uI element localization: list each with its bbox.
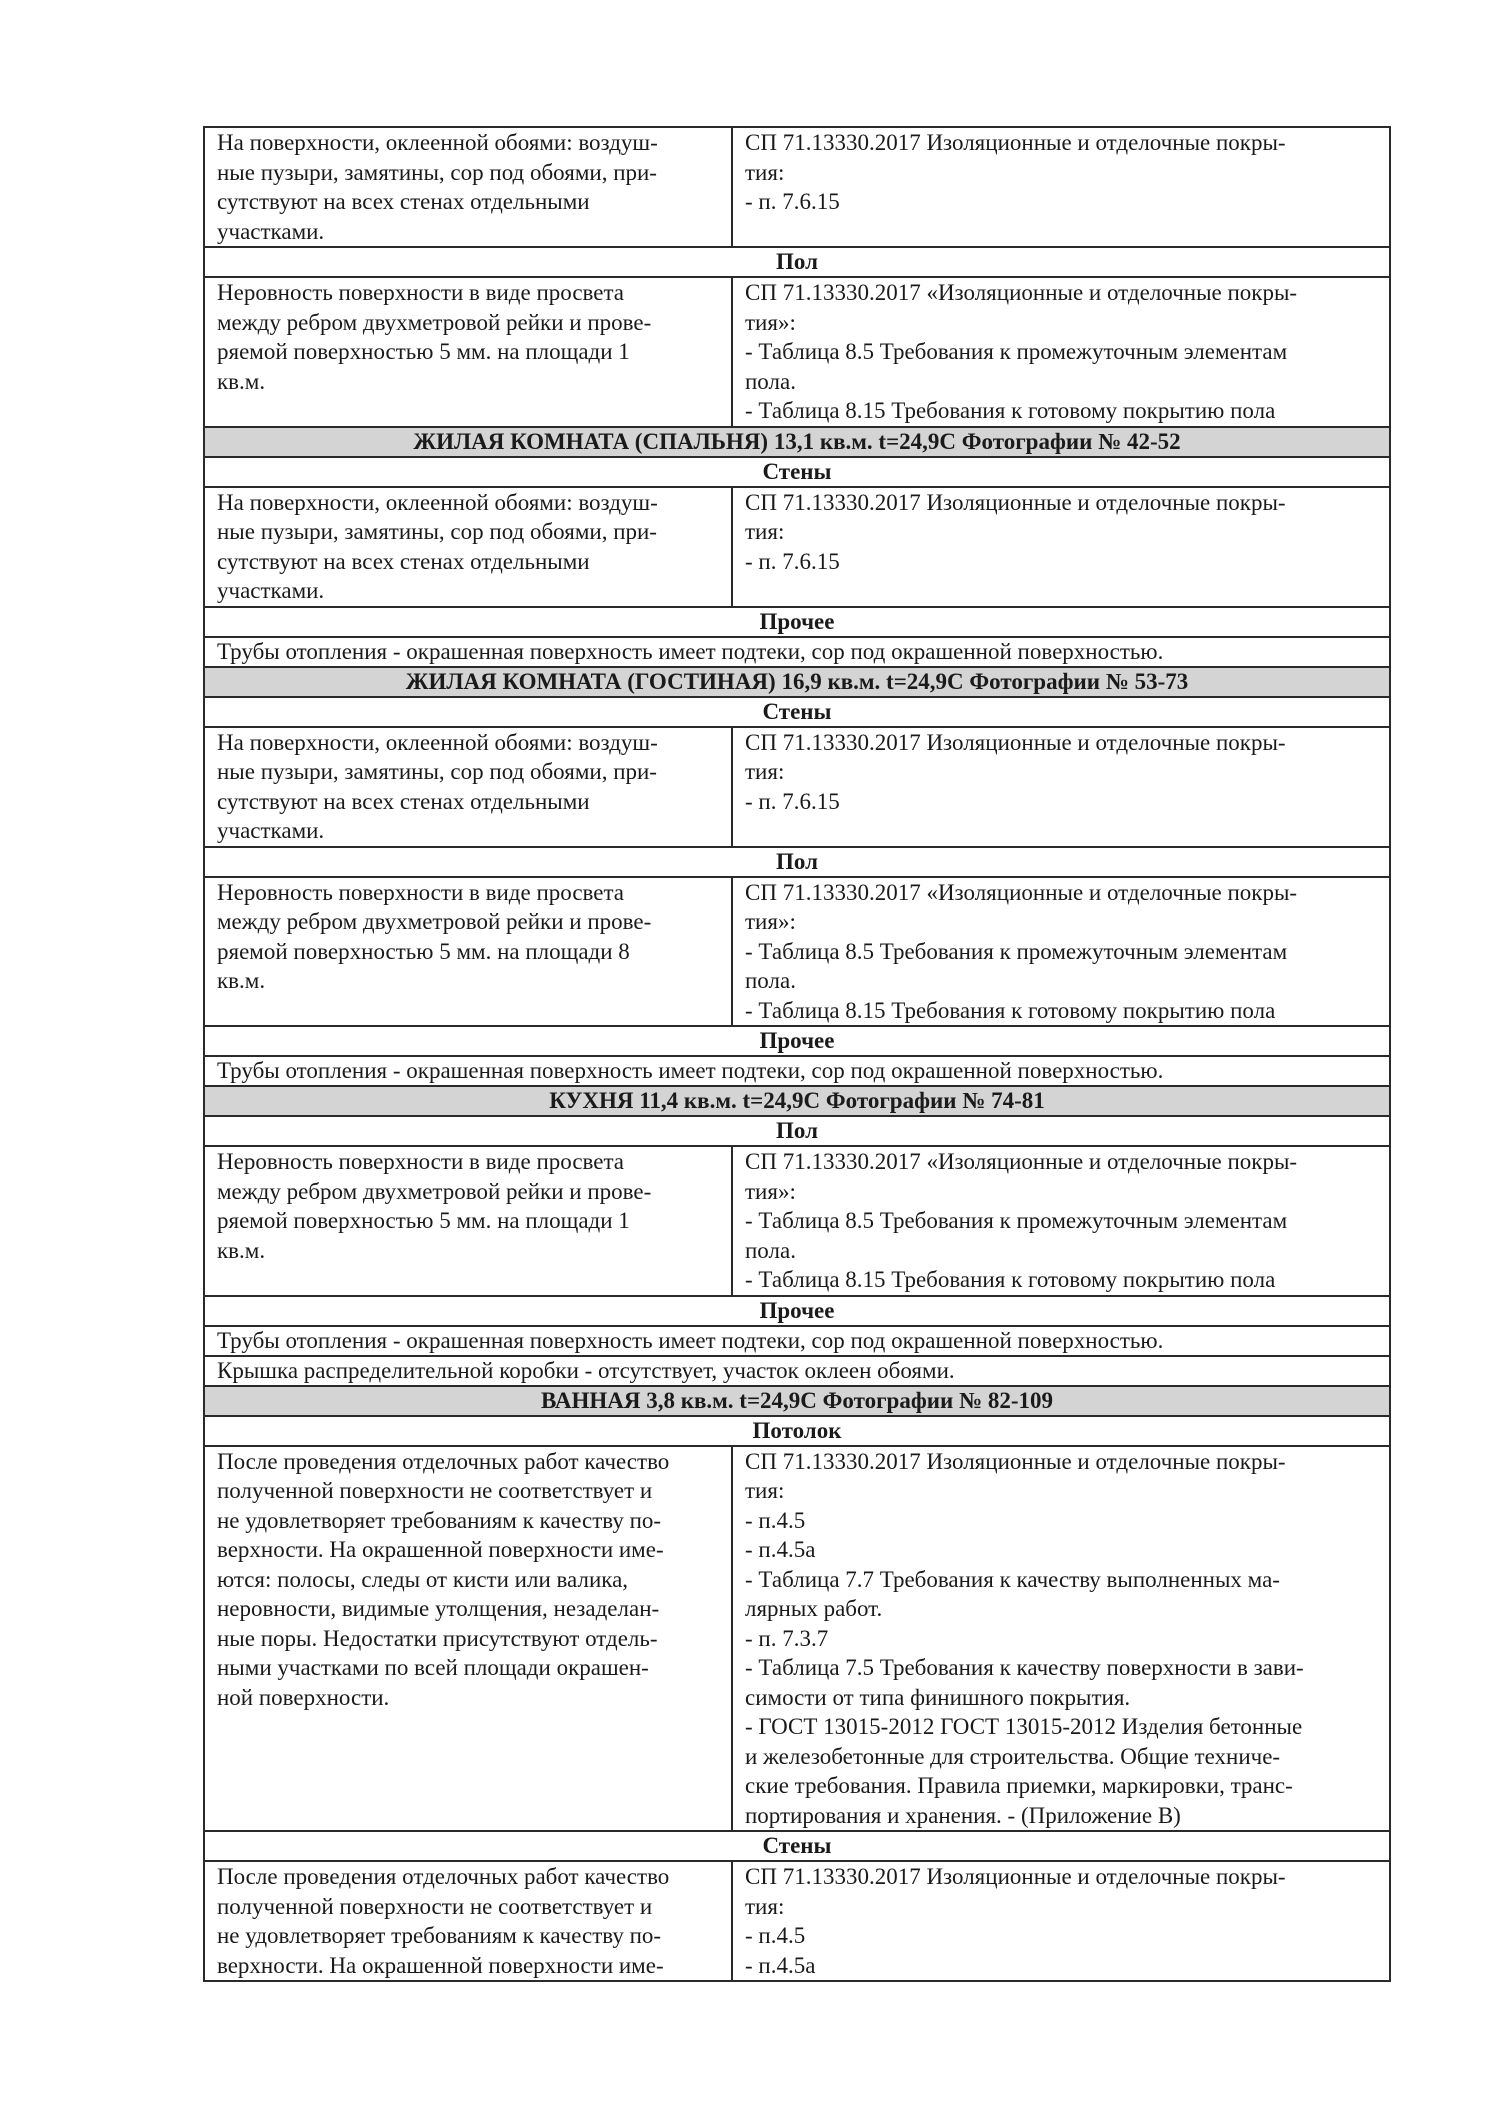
section-header-row (204, 697, 1390, 727)
section-header: Пол (204, 1116, 1390, 1146)
norm-reference-line: симости от типа финишного покрытия. (745, 1684, 1131, 1710)
norm-reference-line: СП 71.13330.2017 Изоляционные и отделочные покры- (745, 130, 1286, 155)
norm-reference-line: СП 71.13330.2017 Изоляционные и отделочные покры- (745, 729, 1286, 755)
room-header: ВАННАЯ 3,8 кв.м. t=24,9С Фотографии № 82-109 (204, 1386, 1390, 1416)
norm-reference-line: - Таблица 8.5 Требования к промежуточным элементам (745, 1208, 1288, 1233)
defect-description-line: кв.м. (217, 1237, 266, 1263)
defect-description-cell (204, 487, 732, 607)
norm-reference-cell (732, 1146, 1390, 1296)
room-header-row (204, 427, 1390, 457)
norm-reference-line: СП 71.13330.2017 «Изоляционные и отделочные покры- (745, 879, 1298, 905)
defect-description-cell (204, 1861, 732, 1981)
norm-reference-line: тия»: (745, 909, 796, 934)
norm-reference-line: СП 71.13330.2017 «Изоляционные и отделочные покры- (745, 1149, 1298, 1174)
section-header: Потолок (204, 1416, 1390, 1446)
room-header-row (204, 667, 1390, 697)
section-header: Пол (204, 247, 1390, 277)
defect-row (204, 727, 1390, 847)
section-header-row (204, 607, 1390, 637)
norm-reference-line: тия: (745, 759, 785, 784)
room-header-row (204, 1086, 1390, 1116)
note-cell: Крышка распределительной коробки - отсутствует, участок оклеен обоями. (204, 1356, 1390, 1386)
note-cell: Трубы отопления - окрашенная поверхность имеет подтеки, сор под окрашенной поверхностью. (204, 637, 1390, 667)
defect-description-line: верхности. На окрашенной поверхности име- (217, 1537, 664, 1562)
defects-table-body (204, 127, 1390, 1981)
defect-description-line: полученной поверхности не соответствует и (217, 1478, 653, 1503)
defect-row (204, 877, 1390, 1027)
defect-description-line: После проведения отделочных работ качество (217, 1864, 670, 1889)
note-cell: Трубы отопления - окрашенная поверхность имеет подтеки, сор под окрашенной поверхностью. (204, 1326, 1390, 1356)
defect-description-line: После проведения отделочных работ качество (217, 1448, 670, 1474)
norm-reference-line: пола. (745, 368, 796, 394)
norm-reference-line: - п.4.5 (745, 1507, 806, 1533)
norm-reference-cell (732, 727, 1390, 847)
room-header: КУХНЯ 11,4 кв.м. t=24,9С Фотографии № 74-81 (204, 1086, 1390, 1116)
norm-reference-cell (732, 487, 1390, 607)
section-header: Прочее (204, 607, 1390, 637)
defect-description-line: ной поверхности. (217, 1684, 390, 1710)
defect-row (204, 127, 1390, 247)
defect-description-line: ются: полосы, следы от кисти или валика, (217, 1566, 629, 1592)
norm-reference-cell (732, 277, 1390, 427)
norm-reference-cell (732, 1446, 1390, 1832)
norm-reference-line: тия»: (745, 1178, 796, 1204)
norm-reference-line: - Таблица 8.5 Требования к промежуточным элементам (745, 339, 1288, 364)
section-header-row (204, 1116, 1390, 1146)
norm-reference-line: тия: (745, 159, 785, 185)
defect-description-line: верхности. На окрашенной поверхности име- (217, 1952, 664, 1978)
defect-row (204, 1146, 1390, 1296)
norm-reference-line: и железобетонные для строительства. Общие техниче- (745, 1743, 1281, 1769)
defect-description-line: полученной поверхности не соответствует и (217, 1893, 653, 1919)
defect-description-cell (204, 727, 732, 847)
section-header: Прочее (204, 1296, 1390, 1326)
section-header: Пол (204, 847, 1390, 877)
section-header-row (204, 847, 1390, 877)
defect-description-line: участками. (217, 218, 325, 244)
defect-description-line: Неровность поверхности в виде просвета (217, 280, 625, 305)
defect-description-line: между ребром двухметровой рейки и прове- (217, 909, 652, 934)
defect-description-line: кв.м. (217, 368, 266, 394)
defect-description-cell (204, 127, 732, 247)
section-header-row (204, 1416, 1390, 1446)
defect-description-line: не удовлетворяет требованиям к качеству по- (217, 1507, 662, 1533)
defect-description-cell (204, 1146, 732, 1296)
norm-reference-cell (732, 877, 1390, 1027)
norm-reference-line: СП 71.13330.2017 «Изоляционные и отделочные покры- (745, 280, 1298, 305)
norm-reference-line: ские требования. Правила приемки, маркировки, транс- (745, 1773, 1293, 1798)
norm-reference-line: тия: (745, 1893, 785, 1919)
section-header-row (204, 247, 1390, 277)
room-header: ЖИЛАЯ КОМНАТА (ГОСТИНАЯ) 16,9 кв.м. t=24,9С Фотографии № 53-73 (204, 667, 1390, 697)
section-header: Стены (204, 1831, 1390, 1861)
norm-reference-line: - п. 7.3.7 (745, 1625, 829, 1651)
defect-description-line: между ребром двухметровой рейки и прове- (217, 309, 652, 335)
defect-row (204, 487, 1390, 607)
section-header-row (204, 1026, 1390, 1056)
defect-row (204, 1861, 1390, 1981)
defect-description-line: ные пузыри, замятины, сор под обоями, при- (217, 759, 657, 784)
defect-description-line: участками. (217, 818, 325, 843)
defects-table (203, 126, 1391, 1982)
defect-description-line: неровности, видимые утолщения, незаделан- (217, 1596, 660, 1621)
section-header: Стены (204, 457, 1390, 487)
note-row (204, 1056, 1390, 1086)
defect-description-line: участками. (217, 578, 325, 603)
note-row (204, 1326, 1390, 1356)
defect-description-line: ряемой поверхностью 5 мм. на площади 1 (217, 339, 630, 364)
defect-description-line: сутствуют на всех стенах отдельными (217, 548, 590, 574)
defect-description-cell (204, 1446, 732, 1832)
norm-reference-line: - Таблица 8.15 Требования к готовому покрытию пола (745, 398, 1276, 423)
norm-reference-line: тия: (745, 1478, 785, 1503)
norm-reference-line: - Таблица 8.15 Требования к готовому покрытию пола (745, 1267, 1276, 1292)
norm-reference-line: - п. 7.6.15 (745, 189, 840, 214)
norm-reference-line: - Таблица 8.5 Требования к промежуточным элементам (745, 938, 1288, 964)
norm-reference-line: - п. 7.6.15 (745, 548, 840, 574)
defect-description-line: ряемой поверхностью 5 мм. на площади 1 (217, 1208, 630, 1233)
norm-reference-line: - ГОСТ 13015-2012 ГОСТ 13015-2012 Изделия бетонные (745, 1714, 1303, 1739)
norm-reference-line: лярных работ. (745, 1596, 883, 1621)
norm-reference-cell (732, 1861, 1390, 1981)
norm-reference-line: СП 71.13330.2017 Изоляционные и отделочные покры- (745, 1864, 1286, 1889)
defect-description-line: Неровность поверхности в виде просвета (217, 1149, 625, 1174)
defect-description-line: не удовлетворяет требованиям к качеству по- (217, 1923, 662, 1948)
norm-reference-line: тия»: (745, 309, 796, 335)
defect-description-line: ные поры. Недостатки присутствуют отдель- (217, 1625, 658, 1651)
norm-reference-cell (732, 127, 1390, 247)
defect-row (204, 1446, 1390, 1832)
norm-reference-line: - п. 7.6.15 (745, 788, 840, 814)
norm-reference-line: СП 71.13330.2017 Изоляционные и отделочные покры- (745, 1448, 1286, 1474)
norm-reference-line: тия: (745, 519, 785, 544)
section-header: Стены (204, 697, 1390, 727)
defect-description-line: На поверхности, оклеенной обоями: воздуш- (217, 489, 658, 515)
norm-reference-line: - Таблица 7.7 Требования к качеству выполненных ма- (745, 1566, 1280, 1592)
defect-description-line: На поверхности, оклеенной обоями: воздуш- (217, 729, 658, 755)
section-header-row (204, 1831, 1390, 1861)
room-header: ЖИЛАЯ КОМНАТА (СПАЛЬНЯ) 13,1 кв.м. t=24,9С Фотографии № 42-52 (204, 427, 1390, 457)
note-row (204, 1356, 1390, 1386)
norm-reference-line: - п.4.5 (745, 1923, 806, 1948)
defect-description-line: Неровность поверхности в виде просвета (217, 879, 625, 905)
norm-reference-line: СП 71.13330.2017 Изоляционные и отделочные покры- (745, 489, 1286, 515)
room-header-row (204, 1386, 1390, 1416)
norm-reference-line: - п.4.5а (745, 1537, 816, 1562)
defect-description-line: ные пузыри, замятины, сор под обоями, при- (217, 519, 657, 544)
norm-reference-line: пола. (745, 968, 796, 993)
defect-description-line: ные пузыри, замятины, сор под обоями, при- (217, 159, 657, 185)
norm-reference-line: - Таблица 8.15 Требования к готовому покрытию пола (745, 997, 1276, 1023)
defect-description-line: На поверхности, оклеенной обоями: воздуш- (217, 130, 658, 155)
defect-description-line: между ребром двухметровой рейки и прове- (217, 1178, 652, 1204)
note-cell: Трубы отопления - окрашенная поверхность имеет подтеки, сор под окрашенной поверхностью. (204, 1056, 1390, 1086)
section-header-row (204, 1296, 1390, 1326)
section-header: Прочее (204, 1026, 1390, 1056)
section-header-row (204, 457, 1390, 487)
defect-description-line: кв.м. (217, 968, 266, 993)
defect-description-line: ряемой поверхностью 5 мм. на площади 8 (217, 938, 630, 964)
norm-reference-line: - Таблица 7.5 Требования к качеству поверхности в зави- (745, 1655, 1304, 1680)
norm-reference-line: пола. (745, 1237, 796, 1263)
defect-row (204, 277, 1390, 427)
defect-description-line: сутствуют на всех стенах отдельными (217, 788, 590, 814)
norm-reference-line: - п.4.5а (745, 1952, 816, 1978)
defect-description-cell (204, 277, 732, 427)
note-row (204, 637, 1390, 667)
norm-reference-line: портирования и хранения. - (Приложение В) (745, 1802, 1181, 1828)
defect-description-line: ными участками по всей площади окрашен- (217, 1655, 649, 1680)
defect-description-line: сутствуют на всех стенах отдельными (217, 189, 590, 214)
defect-description-cell (204, 877, 732, 1027)
